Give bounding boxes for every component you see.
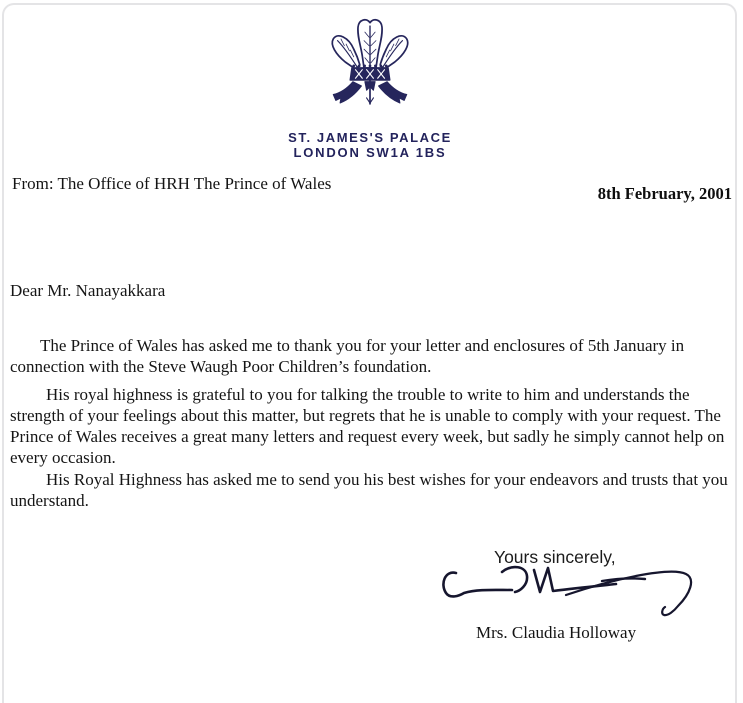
letter-page — [2, 3, 737, 703]
letterhead-line-2: LONDON SW1A 1BS — [293, 145, 447, 160]
royal-crest — [8, 15, 732, 109]
signatory-name: Mrs. Claudia Holloway — [476, 623, 637, 642]
signature-scribble — [432, 564, 743, 622]
letterhead-line-1: ST. JAMES'S PALACE — [288, 130, 452, 145]
paragraph-1: The Prince of Wales has asked me to thank you for your letter and enclosures of 5th January in connection with the Steve Waugh Poor Children’s foundation. — [10, 336, 685, 376]
paragraph-2: His royal highness is grateful to you for talking the trouble to write to him and understands the strength of your feelings about this matter, but regrets that he is unable to comply with your request. The Prince of Wales receives a great many letters and request every week, but sadly he simply cannot help on every occasion. — [10, 385, 725, 467]
from-line: From: The Office of HRH The Prince of Wales — [12, 174, 332, 193]
letter-body — [8, 335, 732, 511]
prince-of-wales-feathers-icon — [325, 15, 415, 109]
paragraph-3: His Royal Highness has asked me to send you his best wishes for your endeavors and trusts that you understand. — [10, 470, 728, 510]
salutation: Dear Mr. Nanayakkara — [10, 281, 166, 300]
closing-phrase: Yours sincerely, — [494, 547, 616, 567]
date-line: 8th February, 2001 — [597, 184, 732, 203]
signature-block — [8, 564, 732, 622]
